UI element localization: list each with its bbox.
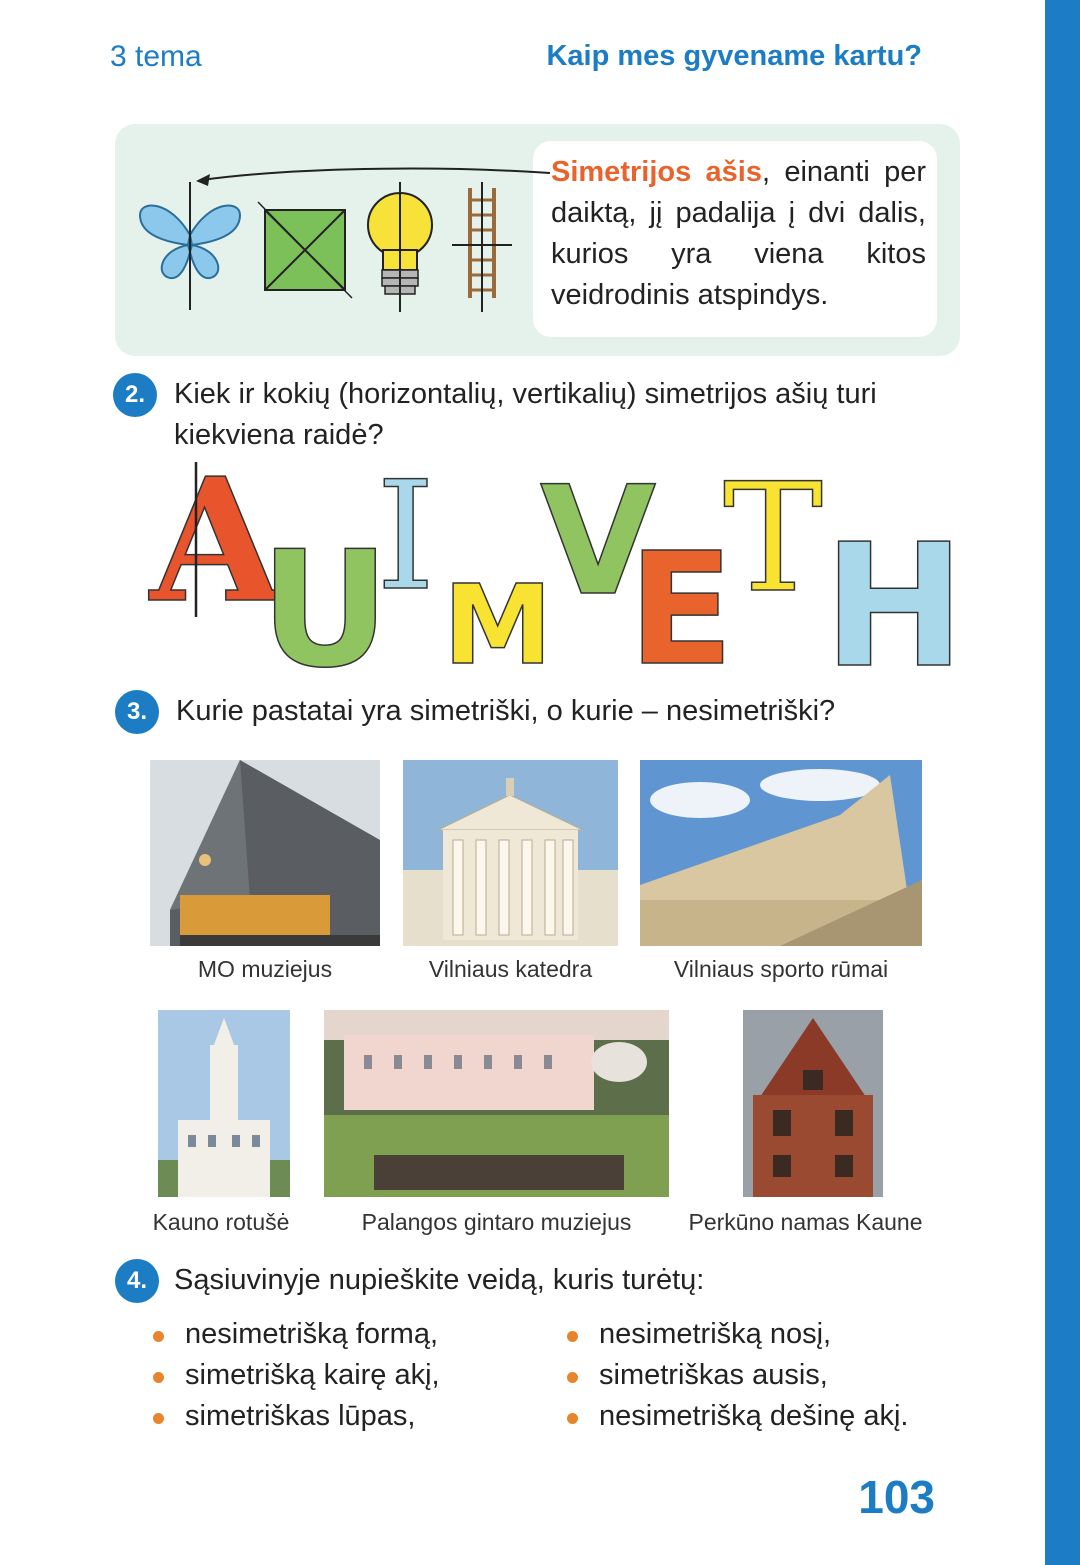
definition-body: , einanti per daiktą, jį padalija į dvi dalis, kurios yra viena kitos veidrodinis atspindys. bbox=[551, 156, 927, 311]
symmetry-examples bbox=[130, 160, 550, 320]
face-features-right bbox=[564, 1314, 944, 1437]
arrow-line bbox=[202, 169, 550, 180]
caption-vilniaus-katedra: Vilniaus katedra bbox=[428, 956, 593, 982]
letters-illustration bbox=[140, 441, 966, 706]
caption-perkuno-namas: Perkūno namas Kaune bbox=[688, 1209, 923, 1235]
crossed-square-icon bbox=[258, 202, 352, 298]
question-2-number: 2. bbox=[113, 373, 157, 417]
feature-item: nesimetrišką formą, bbox=[150, 1314, 550, 1355]
feature-item: simetriškas lūpas, bbox=[150, 1396, 550, 1437]
side-accent-bar bbox=[1045, 0, 1080, 1565]
question-3-number: 3. bbox=[115, 690, 159, 734]
photo-palangos-gintaro-muziejus bbox=[324, 1010, 669, 1197]
photo-mo-muziejus bbox=[150, 760, 380, 946]
letter-H: H bbox=[823, 508, 966, 706]
feature-item: nesimetrišką dešinę akį. bbox=[564, 1396, 944, 1437]
topic-label: 3 tema bbox=[110, 40, 202, 73]
question-3-text: Kurie pastatai yra simetriški, o kurie – nesimetriški? bbox=[176, 695, 836, 727]
feature-item: simetrišką kairę akį, bbox=[150, 1355, 550, 1396]
photo-vilniaus-sporto-rumai bbox=[640, 760, 922, 946]
butterfly-icon bbox=[140, 182, 240, 310]
caption-kauno-rotuse: Kauno rotušė bbox=[152, 1209, 290, 1235]
photo-kauno-rotuse bbox=[158, 1010, 290, 1197]
page-number: 103 bbox=[858, 1471, 935, 1523]
letter-A: A bbox=[150, 441, 282, 641]
ladder-icon bbox=[452, 182, 512, 312]
face-features-left bbox=[150, 1314, 550, 1437]
definition-term: Simetrijos ašis bbox=[551, 156, 762, 188]
light-bulb-icon bbox=[368, 182, 432, 312]
letter-V: V bbox=[540, 455, 657, 629]
photo-vilniaus-katedra bbox=[403, 760, 618, 946]
feature-item: nesimetrišką nosį, bbox=[564, 1314, 944, 1355]
letter-T: T bbox=[723, 452, 824, 626]
arrow-head-icon bbox=[196, 174, 210, 186]
letter-I: I bbox=[376, 450, 436, 624]
letter-E: E bbox=[628, 519, 734, 700]
letter-M: M bbox=[443, 561, 553, 689]
photo-perkuno-namas bbox=[743, 1010, 883, 1197]
feature-item: simetriškas ausis, bbox=[564, 1355, 944, 1396]
question-2-text: Kiek ir kokių (horizontalių, vertikalių) simetrijos ašių turi kiekviena raidė? bbox=[174, 378, 877, 451]
caption-palangos-gintaro-muziejus: Palangos gintaro muziejus bbox=[361, 1209, 632, 1235]
chapter-title: Kaip mes gyvename kartu? bbox=[546, 40, 922, 72]
caption-mo-muziejus: MO muziejus bbox=[197, 956, 333, 982]
caption-vilniaus-sporto-rumai: Vilniaus sporto rūmai bbox=[673, 956, 889, 982]
question-4-text: Sąsiuvinyje nupieškite veidą, kuris turėtų: bbox=[174, 1264, 705, 1296]
definition-text bbox=[551, 152, 926, 316]
question-4-number: 4. bbox=[115, 1259, 159, 1303]
letter-U: U bbox=[260, 516, 390, 703]
